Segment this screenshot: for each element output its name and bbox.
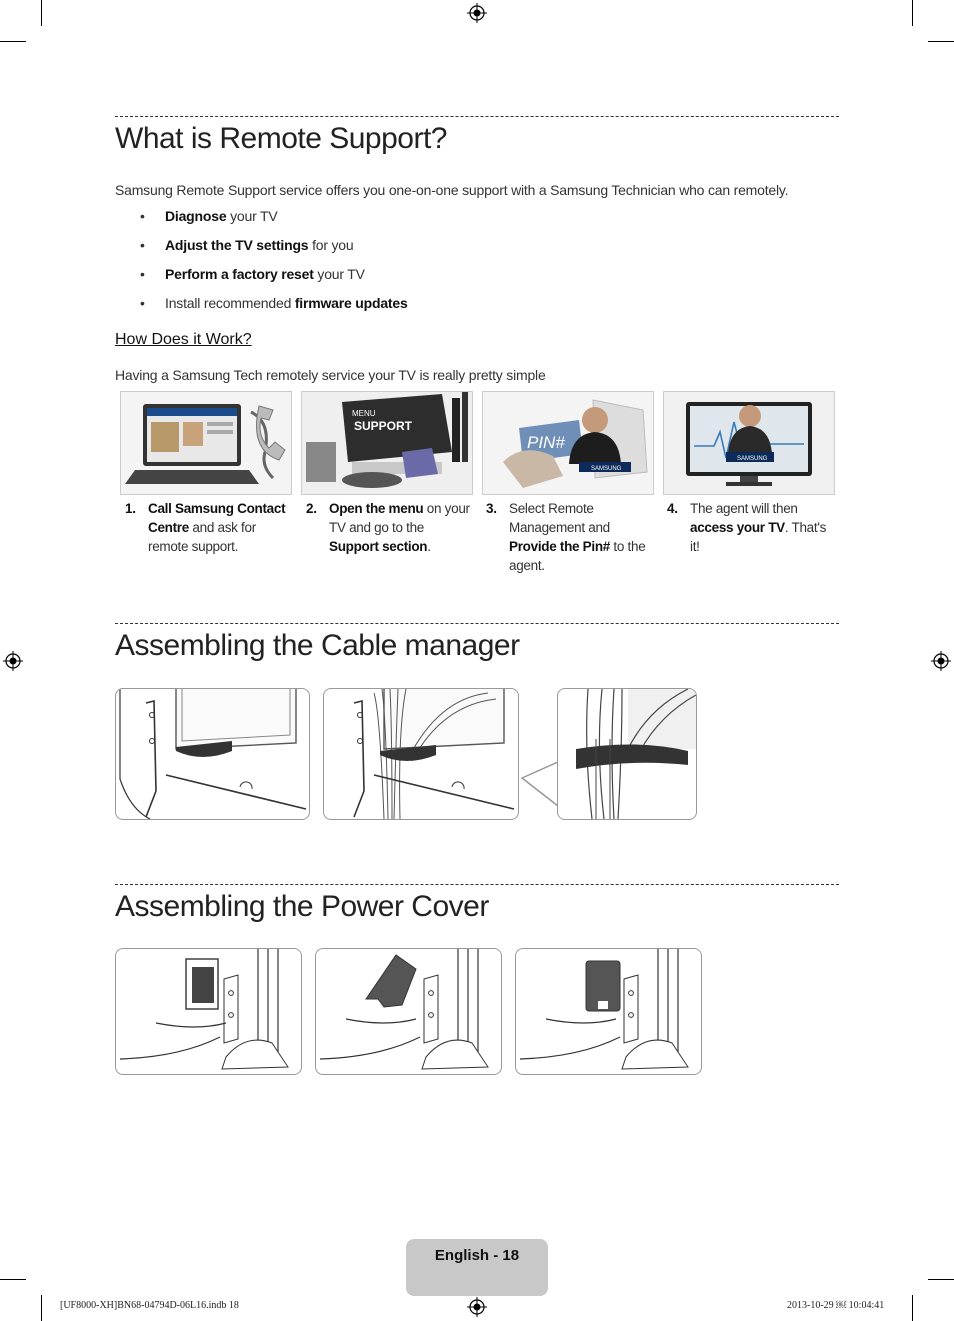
how-intro: Having a Samsung Tech remotely service your TV is really pretty simple (115, 367, 546, 383)
step-3-image (482, 391, 654, 495)
registration-mark-icon (467, 3, 487, 23)
registration-mark-icon (3, 651, 23, 671)
feature-item: • Install recommended firmware updates (140, 295, 408, 311)
pin-label: PIN# (527, 433, 565, 452)
registration-mark-icon (467, 1297, 487, 1317)
feature-item: • Adjust the TV settings for you (140, 237, 354, 253)
cable-manager-detail (557, 688, 697, 820)
samsung-logo-text: SAMSUNG (737, 456, 768, 462)
section-divider (115, 116, 839, 117)
crop-mark (928, 41, 954, 42)
remote-support-title: What is Remote Support? (115, 122, 447, 155)
cable-manager-step-2 (323, 688, 519, 820)
support-label: SUPPORT (354, 419, 413, 433)
cable-manager-title: Assembling the Cable manager (115, 629, 520, 662)
zoom-callout-pointer (520, 760, 560, 810)
print-slug-left: [UF8000-XH]BN68-04794D-06L16.indb 18 (60, 1300, 239, 1311)
menu-label: MENU (352, 409, 376, 418)
step-4-image (663, 391, 835, 495)
how-does-it-work-heading: How Does it Work? (115, 331, 252, 348)
step-1-image (120, 391, 292, 495)
crop-mark (928, 1279, 954, 1280)
crop-mark (0, 1279, 26, 1280)
section-divider (115, 884, 839, 885)
power-cover-step-2 (315, 948, 502, 1075)
crop-mark (912, 0, 913, 26)
power-cover-step-1 (115, 948, 302, 1075)
power-cover-step-3 (515, 948, 702, 1075)
cable-manager-step-1 (115, 688, 310, 820)
registration-mark-icon (931, 651, 951, 671)
feature-list (140, 205, 408, 321)
print-slug-right: 2013-10-29 ￼ 10:04:41 (787, 1300, 885, 1311)
step-2-image (301, 391, 473, 495)
samsung-logo-text: SAMSUNG (591, 466, 622, 472)
crop-mark (912, 1295, 913, 1321)
feature-item: • Diagnose your TV (140, 208, 278, 224)
power-cover-title: Assembling the Power Cover (115, 890, 489, 923)
page-number: English - 18 (434, 1247, 520, 1264)
crop-mark (0, 41, 26, 42)
crop-mark (41, 0, 42, 26)
crop-mark (41, 1295, 42, 1321)
feature-item: • Perform a factory reset your TV (140, 266, 365, 282)
remote-support-intro: Samsung Remote Support service offers you one-on-one support with a Samsung Technician who can remotely. (115, 182, 789, 198)
section-divider (115, 623, 839, 624)
